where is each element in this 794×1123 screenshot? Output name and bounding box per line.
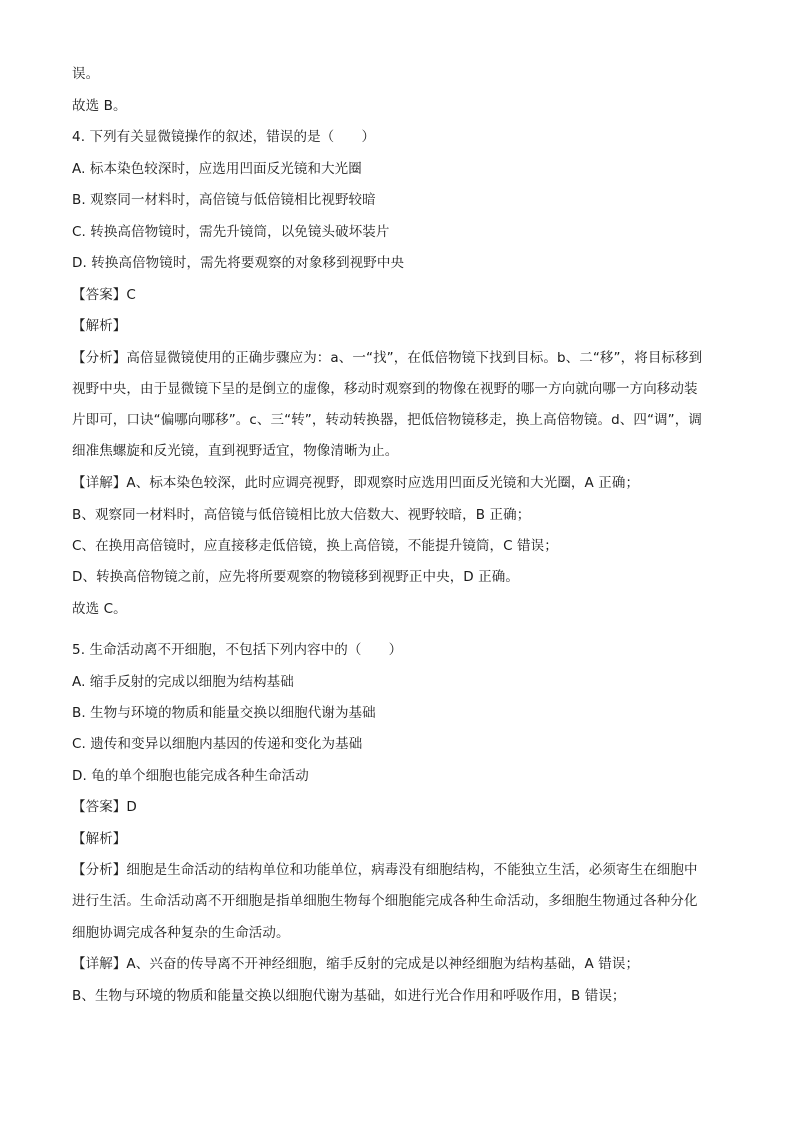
option-a: A. 缩手反射的完成以细胞为结构基础 [72,674,294,690]
answer-label: 【答案】D [72,799,137,815]
option-d: D. 转换高倍物镜时，需先将要观察的对象移到视野中央 [72,255,405,271]
text-line: D、转换高倍物镜之前，应先将所要观察的物镜移到视野正中央，D 正确。 [72,569,519,585]
option-b: B. 生物与环境的物质和能量交换以细胞代谢为基础 [72,705,376,721]
text-line: 故选 B。 [72,98,127,114]
text-line: B、生物与环境的物质和能量交换以细胞代谢为基础，如进行光合作用和呼吸作用，B 错误； [72,988,626,1004]
text-line: 视野中央，由于显微镜下呈的是倒立的虚像，移动时观察到的物像在视野的哪一方向就向哪一方向移动装 [72,381,698,397]
text-line: 【分析】高倍显微镜使用的正确步骤应为：a、一“找”，在低倍物镜下找到目标。b、二“移”，将目标移到 [72,350,703,366]
option-c: C. 转换高倍物镜时，需先升镜筒，以免镜头破坏装片 [72,224,390,240]
option-c: C. 遗传和变异以细胞内基因的传递和变化为基础 [72,736,363,752]
text-line: 【分析】细胞是生命活动的结构单位和功能单位，病毒没有细胞结构，不能独立生活，必须寄生在细胞中 [72,862,698,878]
text-line: 【详解】A、标本染色较深，此时应调亮视野，即观察时应选用凹面反光镜和大光圈，A 正确； [72,475,640,491]
question-5-stem: 5. 生命活动离不开细胞，不包括下列内容中的（ ） [72,642,403,658]
answer-label: 【答案】C [72,287,136,303]
question-4-stem: 4. 下列有关显微镜操作的叙述，错误的是（ ） [72,129,376,145]
text-line: 细胞协调完成各种复杂的生命活动。 [72,925,290,941]
option-b: B. 观察同一材料时，高倍镜与低倍镜相比视野较暗 [72,192,376,208]
text-line: 误。 [72,66,100,82]
text-line: B、观察同一材料时，高倍镜与低倍镜相比放大倍数大、视野较暗，B 正确； [72,507,531,523]
text-line: 故选 C。 [72,601,127,617]
text-line: 【详解】A、兴奋的传导离不开神经细胞，缩手反射的完成是以神经细胞为结构基础，A 错误； [72,956,640,972]
option-d: D. 龟的单个细胞也能完成各种生命活动 [72,768,309,784]
text-line: 进行生活。生命活动离不开细胞是指单细胞生物每个细胞能完成各种生命活动，多细胞生物通过各种分化 [72,893,698,909]
text-line: 片即可，口诀“偏哪向哪移”。c、三“转”，转动转换器，把低倍物镜移走，换上高倍物镜。d、四“调”，调 [72,412,702,428]
analysis-label: 【解析】 [72,318,127,334]
text-line: C、在换用高倍镜时，应直接移走低倍镜，换上高倍镜，不能提升镜筒，C 错误； [72,538,558,554]
option-a: A. 标本染色较深时，应选用凹面反光镜和大光圈 [72,161,362,177]
analysis-label: 【解析】 [72,831,127,847]
text-line: 细准焦螺旋和反光镜，直到视野适宜，物像清晰为止。 [72,443,399,459]
